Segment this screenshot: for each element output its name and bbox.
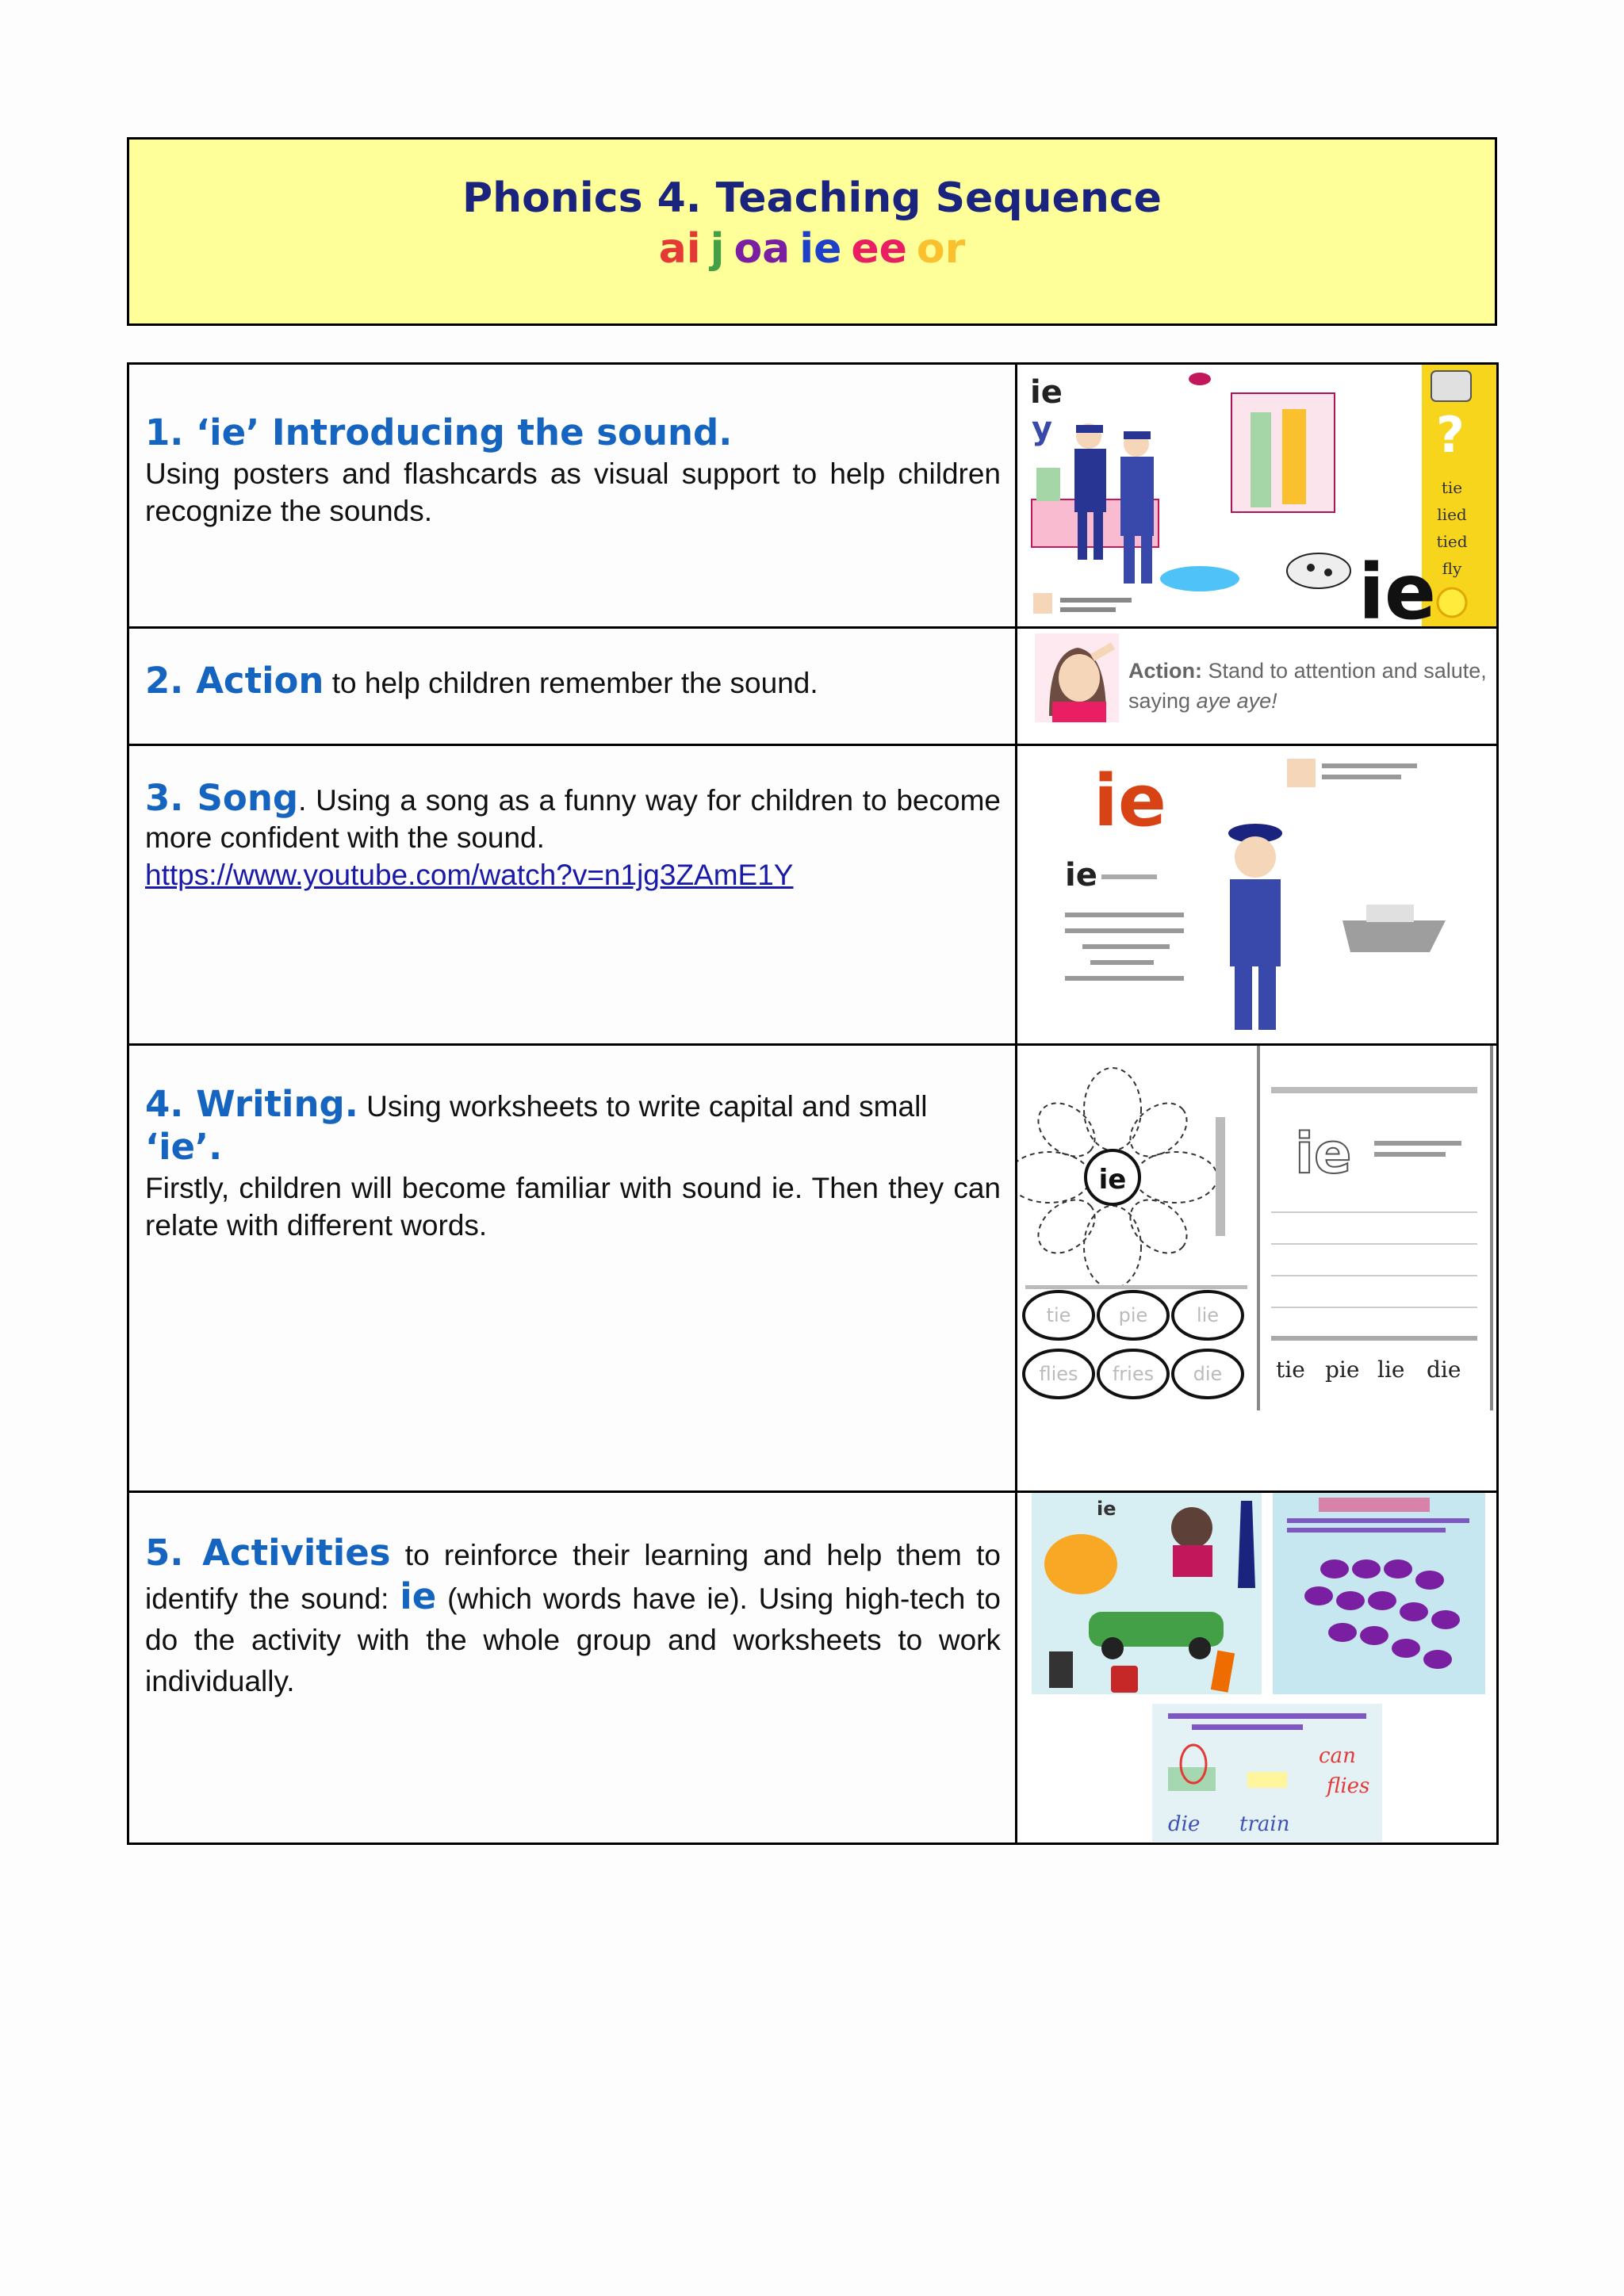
poster-letters: y (1032, 411, 1053, 447)
action-label: Action: (1128, 659, 1202, 683)
worksheet-word: train (1239, 1812, 1290, 1836)
step-3-body: . Using a song as a funny way for children to become more confident with the sound. (145, 784, 1001, 854)
sound-ee: ee (851, 225, 907, 273)
step-4-image (1017, 1045, 1498, 1492)
action-italic: aye aye! (1196, 689, 1277, 713)
side-word: tie (1441, 478, 1463, 497)
song-link[interactable]: https://www.youtube.com/watch?v=n1jg3ZAmE1Y (145, 859, 794, 891)
step-5-body-b: (which words have ie). Using high-tech to do the activity with the whole group and worksheets to work individually. (145, 1582, 1001, 1697)
worksheet-word: can (1319, 1744, 1356, 1768)
step-2-body: to help children remember the sound. (324, 667, 818, 699)
step-4-heading: 4. Writing. (145, 1083, 358, 1125)
oval-word: pie (1118, 1304, 1148, 1326)
action-text: Stand to attention and salute, (1201, 659, 1487, 683)
step-3-image (1017, 745, 1498, 1045)
sound-ai: ai (658, 225, 701, 273)
step-5-text-cell (128, 1492, 1017, 1844)
step-2-heading: 2. Action (145, 660, 324, 702)
step-4-text-cell (128, 1045, 1017, 1492)
practice-word: die (1427, 1357, 1461, 1383)
side-word: fly (1442, 559, 1462, 578)
panel-corner-letters: ie (1097, 1498, 1116, 1520)
sound-list (129, 225, 1495, 273)
sound-ie: ie (799, 225, 842, 273)
song-small-letters: ie (1065, 857, 1097, 894)
step-1-heading: 1. ‘ie’ Introducing the sound. (145, 411, 733, 453)
table-row (128, 1492, 1498, 1844)
step-2-image (1017, 628, 1498, 745)
worksheet-word: flies (1327, 1774, 1370, 1798)
poster-letters: ie (1030, 374, 1063, 411)
oval-word: fries (1112, 1363, 1155, 1385)
svg-text:Action: Stand to attention and (1128, 659, 1487, 683)
step-3-heading: 3. Song (145, 777, 299, 819)
step-4-body-2: Firstly, children will become familiar with sound ie. Then they can relate with different words. (145, 1172, 1001, 1242)
worksheet-word: die (1168, 1812, 1201, 1836)
practice-word: lie (1377, 1357, 1405, 1383)
oval-word: lie (1196, 1304, 1220, 1326)
table-row (128, 1045, 1498, 1492)
side-word: tied (1436, 532, 1468, 551)
table-row (128, 745, 1498, 1045)
side-question-mark: ? (1436, 406, 1465, 464)
page-title: Phonics 4. Teaching Sequence (462, 174, 1162, 222)
step-5-ie: ie (400, 1575, 437, 1617)
trace-letters: ie (1295, 1121, 1352, 1186)
sound-j: j (710, 225, 725, 273)
poster-big-letters: ie (1358, 548, 1437, 626)
step-1-text-cell (128, 364, 1017, 628)
step-4-heading-2: ‘ie’. (145, 1126, 223, 1168)
step-3-text-cell (128, 745, 1017, 1045)
song-big-letters: ie (1094, 760, 1166, 843)
action-text-2: saying (1128, 689, 1197, 713)
practice-word: pie (1325, 1357, 1360, 1383)
step-5-body-a: to reinforce their learning and help them to identify the sound: (145, 1539, 1001, 1615)
svg-text:saying aye aye! (1128, 689, 1277, 713)
step-1-body: Using posters and flashcards as visual support to help children recognize the sounds. (145, 457, 1001, 527)
table-row (128, 364, 1498, 628)
step-2-text-cell (128, 628, 1017, 745)
oval-word: die (1193, 1363, 1223, 1385)
sound-or: or (916, 225, 966, 273)
step-4-body: Using worksheets to write capital and small (358, 1090, 928, 1123)
step-1-image (1017, 364, 1498, 628)
side-word: lied (1437, 505, 1467, 524)
oval-word: flies (1039, 1363, 1078, 1385)
flower-center-letters: ie (1098, 1164, 1127, 1196)
sound-oa: oa (733, 225, 791, 273)
header-box (127, 137, 1497, 326)
oval-word: tie (1046, 1304, 1071, 1326)
teaching-sequence-table (127, 362, 1499, 1845)
table-row (128, 628, 1498, 745)
step-5-heading: 5. Activities (145, 1532, 391, 1574)
practice-word: tie (1276, 1357, 1305, 1383)
step-5-image (1017, 1492, 1498, 1844)
